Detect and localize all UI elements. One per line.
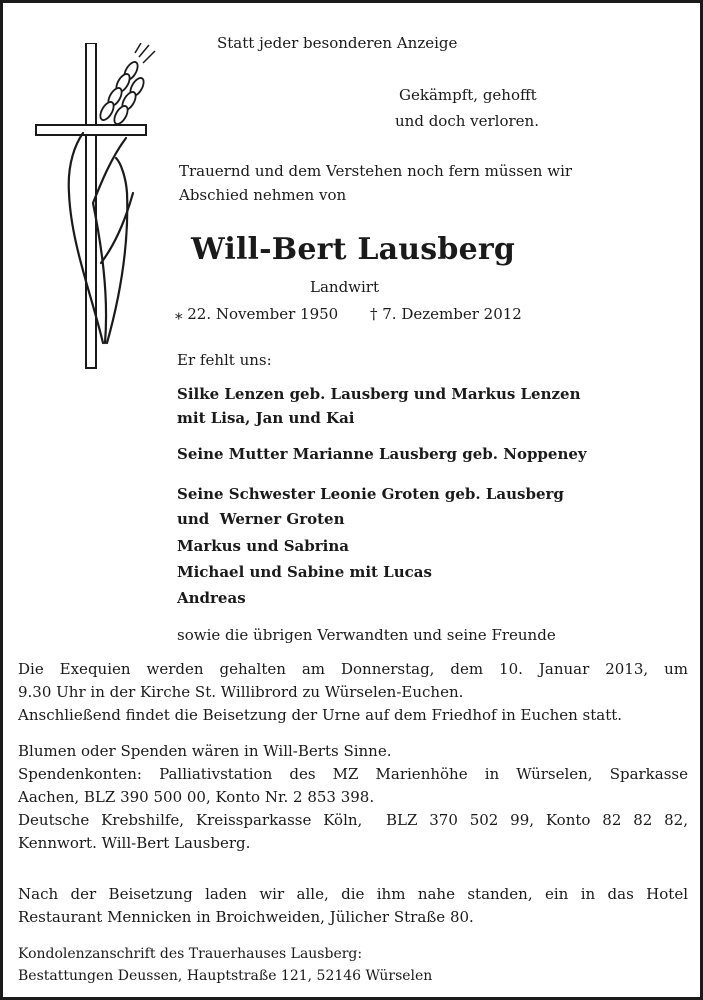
birth-date: ⁎ 22. November 1950 [175, 305, 339, 323]
donations-paragraph [18, 740, 688, 855]
family-line-5: und Werner Groten [177, 510, 345, 528]
family-line-2: mit Lisa, Jan und Kai [177, 409, 355, 427]
service-line-2: 9.30 Uhr in der Kirche St. Willibrord zu Würselen-Euchen. [18, 683, 464, 701]
service-line-1: Die Exequien werden gehalten am Donnerstag, dem 10. Januar 2013, um [18, 660, 688, 678]
intro-line-1: Trauernd und dem Verstehen noch fern müssen wir [179, 162, 573, 180]
invitation-line-2: Restaurant Mennicken in Broichweiden, Jülicher Straße 80. [18, 908, 474, 926]
donations-line-1: Blumen oder Spenden wären in Will-Berts Sinne. [18, 742, 392, 760]
motto-line-1: Gekämpft, gehofft [399, 86, 537, 104]
donations-line-5: Kennwort. Will-Bert Lausberg. [18, 834, 251, 852]
deceased-occupation: Landwirt [310, 278, 380, 296]
condolence-line-1: Kondolenzanschrift des Trauerhauses Lausberg: [18, 946, 363, 962]
family-line-1: Silke Lenzen geb. Lausberg und Markus Lenzen [177, 385, 581, 403]
cross-with-wheat-icon [31, 43, 171, 373]
family-line-7: Michael und Sabine mit Lucas [177, 563, 432, 581]
family-line-3: Seine Mutter Marianne Lausberg geb. Noppeney [177, 445, 587, 463]
condolence-line-2: Bestattungen Deussen, Hauptstraße 121, 52146 Würselen [18, 968, 433, 984]
service-paragraph [18, 658, 688, 727]
service-line-3: Anschließend findet die Beisetzung der Urne auf dem Friedhof in Euchen statt. [18, 706, 623, 724]
donations-line-2: Spendenkonten: Palliativstation des MZ Marienhöhe in Würselen, Sparkasse [18, 765, 688, 783]
intro-line-2: Abschied nehmen von [179, 186, 347, 204]
condolence-address [18, 943, 688, 987]
relatives-line: sowie die übrigen Verwandten und seine Freunde [177, 626, 556, 644]
invitation-paragraph [18, 883, 688, 929]
death-date: † 7. Dezember 2012 [370, 305, 522, 323]
deceased-name: Will-Bert Lausberg [191, 232, 516, 267]
family-line-4: Seine Schwester Leonie Groten geb. Lausberg [177, 485, 564, 503]
family-line-6: Markus und Sabrina [177, 537, 349, 555]
donations-line-4: Deutsche Krebshilfe, Kreissparkasse Köln, BLZ 370 502 99, Konto 82 82 82, [18, 811, 688, 829]
invitation-line-1: Nach der Beisetzung laden wir alle, die ihm nahe standen, ein in das Hotel [18, 885, 688, 903]
donations-line-3: Aachen, BLZ 390 500 00, Konto Nr. 2 853 398. [18, 788, 375, 806]
notice-header: Statt jeder besonderen Anzeige [217, 34, 458, 52]
family-line-8: Andreas [177, 589, 246, 607]
motto-line-2: und doch verloren. [395, 112, 539, 130]
missed-by-label: Er fehlt uns: [177, 351, 272, 369]
